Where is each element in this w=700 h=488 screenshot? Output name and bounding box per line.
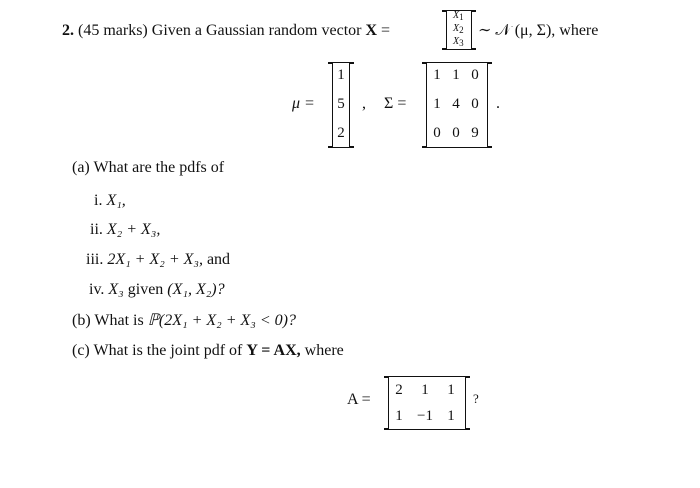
mu-entry: 5 [337,96,345,112]
part-c-label: (c) [72,342,90,359]
mu-entry: 1 [337,67,345,83]
part-b-math: ℙ(2X₁ + X₂ + X₃ < 0)? [147,312,296,329]
part-b-label: (b) [72,312,91,329]
item-math-2: (X₁, X₂)? [167,281,225,298]
part-b [72,313,296,329]
part-a-text: What are the pdfs of [93,159,225,176]
matrix-a-cell: 1 [447,408,455,424]
part-c [72,343,344,359]
problem-statement [62,23,390,39]
part-a-item-iii [86,252,230,268]
vector-entry: X3 [453,36,464,48]
part-c-text-2: where [304,342,344,359]
matrix-a-cell: 1 [447,382,455,398]
item-label: iv. [89,281,105,298]
equals-sign: = [381,22,391,39]
matrix-a-cell: 2 [395,382,403,398]
part-c-math: Y = AX, [246,342,301,359]
sigma-cell: 0 [433,125,441,141]
sigma-cell: 1 [433,96,441,112]
problem-marks: (45 marks) [78,22,148,39]
matrix-a-label: A = [347,391,371,408]
part-c-text: What is the joint pdf of [93,342,243,359]
random-vector-matrix [446,10,472,50]
part-a-item-ii [90,222,160,238]
problem-intro: Given a Gaussian random vector [151,22,362,39]
matrix-a-cell: 1 [421,382,429,398]
item-label: ii. [90,221,103,238]
vector-symbol: X [365,22,378,39]
item-label: iii. [86,251,104,268]
part-a-item-i [94,193,126,209]
item-text: and [206,251,231,268]
part-a-item-iv [89,282,225,298]
sigma-label: Σ = [384,95,407,112]
item-math: X₁, [106,192,126,209]
item-label: i. [94,192,103,209]
matrix-a-cell: 1 [395,408,403,424]
sigma-cell: 0 [471,96,479,112]
vector-entry: X1 [453,10,464,22]
part-b-text: What is [94,312,144,329]
sigma-cell: 9 [471,125,479,141]
vector-entry: X2 [453,23,464,35]
mu-vector [332,62,350,148]
matrix-a-cell: −1 [417,408,433,424]
item-math: X₃ [108,281,124,298]
sigma-cell: 1 [433,67,441,83]
item-math: 2X₁ + X₂ + X₃, [107,251,203,268]
mu-entry: 2 [337,125,345,141]
distribution-text: ∼ 𝒩 (μ, Σ), where [478,22,599,39]
matrix-a [388,376,466,430]
comma: , [362,95,366,112]
item-math: X₂ + X₃, [106,221,161,238]
sigma-cell: 4 [452,96,460,112]
item-text: given [127,281,164,298]
period: . [496,95,500,112]
mu-label: μ = [292,95,315,112]
question-mark: ? [473,391,479,406]
sigma-cell: 1 [452,67,460,83]
part-a-label: (a) [72,159,90,176]
sigma-cell: 0 [452,125,460,141]
sigma-matrix [426,62,488,148]
sigma-cell: 0 [471,67,479,83]
part-a [72,160,224,176]
problem-number: 2. [62,22,74,39]
